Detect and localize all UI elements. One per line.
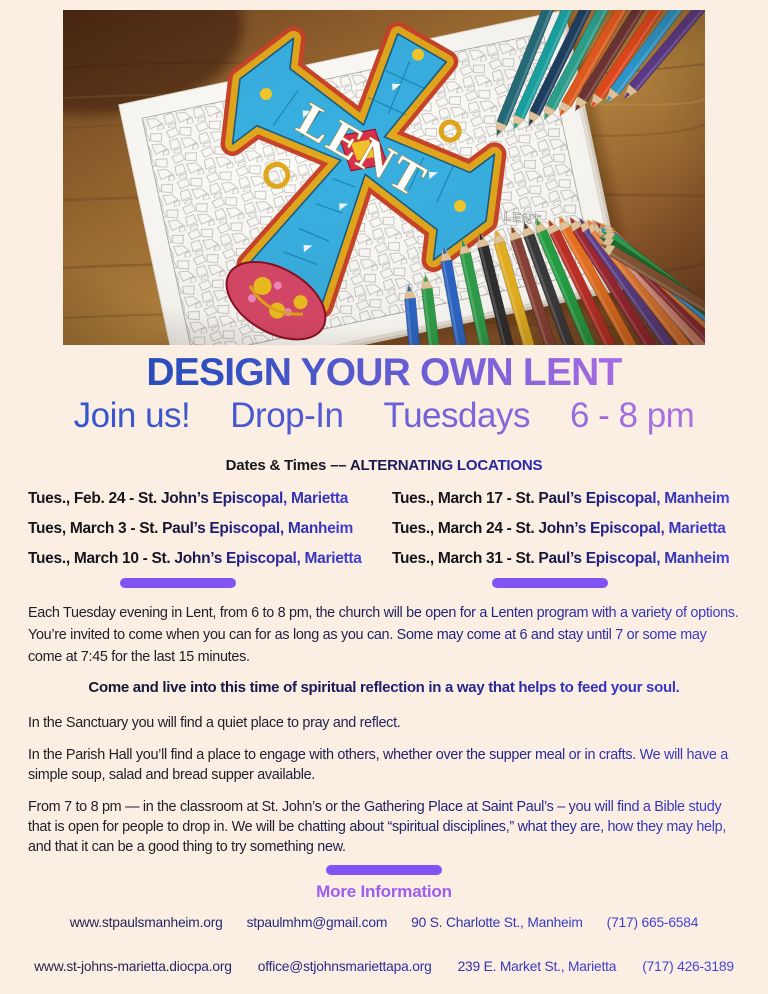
email-st-johns: office@stjohnsmariettapa.org [257,959,432,975]
contact-row-st-johns [0,959,768,974]
divider-bar-left [120,578,236,588]
email-st-pauls: stpaulmhm@gmail.com [246,915,388,931]
dates-header-highlight: ALTERNATING LOCATIONS [349,457,543,475]
paragraph-callout: Come and live into this time of spiritual reflection in a way that helps to feed your soul. [0,677,768,699]
photo-vignette [63,10,705,345]
photo-coloring-page [63,10,705,345]
paragraph-sanctuary: In the Sanctuary you will find a quiet place to pray and reflect. [0,713,768,733]
page-title: DESIGN YOUR OWN LENT [0,353,768,394]
divider-bar-right [492,578,608,588]
date-row: Tues., March 24 - St. John’s Episcopal, Marietta [392,514,740,544]
date-row: Tues., March 31 - St. Paul’s Episcopal, Manheim [392,544,740,574]
dates-header [0,457,768,474]
dates-column-left [28,484,376,574]
contact-row-st-pauls [0,915,768,930]
subtitle [0,396,768,435]
more-information-heading: More Information [316,882,452,902]
divider-bars [0,578,768,588]
date-row: Tues., March 17 - St. Paul’s Episcopal, Manheim [392,484,740,514]
paragraph-intro: Each Tuesday evening in Lent, from 6 to 8 pm, the church will be open for a Lenten program with a variety of options. You’re invited to come when you can for as long as you can. Some may come at 6 and stay until 7 or some may come at 7:45 for the last 15 minutes. [0,602,768,668]
dates-header-prefix: Dates & Times –– [225,457,347,475]
address-st-pauls: 90 S. Charlotte St., Manheim [411,915,583,931]
date-row: Tues., March 10 - St. John’s Episcopal, Marietta [28,544,376,574]
subtitle-join: Join us! [73,395,191,435]
website-st-johns: www.st-johns-marietta.diocpa.org [34,959,232,975]
photo-illustration [63,10,705,345]
dates-grid [0,484,768,574]
paragraph-bible-study: From 7 to 8 pm — in the classroom at St. John’s or the Gathering Place at Saint Paul’s – you will find a Bible study that is open for people to drop in. We will be chatting about “spiritual disciplines,” what they are, how they may help, and that it can be a good thing to try something new. [0,797,768,857]
phone-st-pauls: (717) 665-6584 [606,915,699,931]
paragraph-parish-hall: In the Parish Hall you’ll find a place to engage with others, whether over the supper meal or in crafts. We will have a simple soup, salad and bread supper available. [0,745,768,785]
website-st-pauls: www.stpaulsmanheim.org [69,915,223,931]
date-row: Tues, March 3 - St. Paul’s Episcopal, Manheim [28,514,376,544]
dates-column-right [392,484,740,574]
address-st-johns: 239 E. Market St., Marietta [457,959,617,975]
subtitle-tuesdays: Tuesdays [383,395,530,435]
subtitle-dropin: Drop-In [230,395,344,435]
phone-st-johns: (717) 426-3189 [642,959,734,975]
subtitle-time: 6 - 8 pm [569,395,695,435]
divider-bar-info [326,865,442,875]
date-row: Tues., Feb. 24 - St. John’s Episcopal, Marietta [28,484,376,514]
